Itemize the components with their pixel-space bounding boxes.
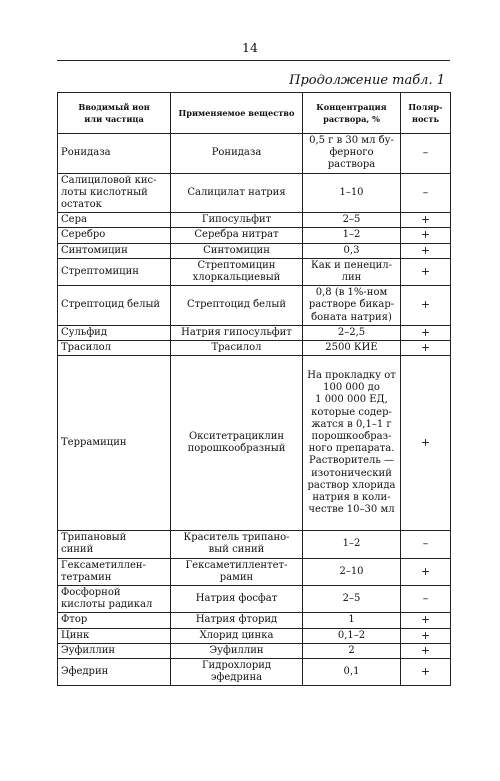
- ion-cell: Серебро: [58, 228, 171, 243]
- table-row: [58, 258, 451, 285]
- polarity-cell: –: [401, 134, 451, 174]
- table-row: [58, 286, 451, 326]
- concentration-cell: 1–2: [303, 228, 401, 243]
- concentration-cell: 0,1–2: [303, 628, 401, 643]
- concentration-cell: 0,1: [303, 659, 401, 686]
- substance-cell: Краситель трипано- вый синий: [171, 531, 303, 558]
- concentration-cell: 1–2: [303, 531, 401, 558]
- polarity-cell: +: [401, 341, 451, 356]
- data-table: [57, 92, 451, 686]
- polarity-cell: +: [401, 558, 451, 585]
- table-row: [58, 613, 451, 628]
- substance-cell: Гидрохлорид эфедрина: [171, 659, 303, 686]
- polarity-cell: +: [401, 356, 451, 531]
- concentration-cell: 2500 КИЕ: [303, 341, 401, 356]
- table-row: [58, 228, 451, 243]
- header-polarity: Поляр- ность: [401, 93, 451, 134]
- ion-cell: Сульфид: [58, 325, 171, 340]
- table-body: [58, 134, 451, 686]
- table-row: [58, 243, 451, 258]
- concentration-cell: 2–10: [303, 558, 401, 585]
- table-row: [58, 325, 451, 340]
- ion-cell: Сера: [58, 213, 171, 228]
- ion-cell: Стрептоцид белый: [58, 286, 171, 326]
- polarity-cell: +: [401, 628, 451, 643]
- polarity-cell: +: [401, 213, 451, 228]
- ion-cell: Стрептомицин: [58, 258, 171, 285]
- substance-cell: Трасилол: [171, 341, 303, 356]
- substance-cell: Серебра нитрат: [171, 228, 303, 243]
- ion-cell: Гексаметиллен- тетрамин: [58, 558, 171, 585]
- polarity-cell: +: [401, 258, 451, 285]
- table-row: [58, 659, 451, 686]
- polarity-cell: –: [401, 531, 451, 558]
- ion-cell: Цинк: [58, 628, 171, 643]
- ion-cell: Фосфорной кислоты радикал: [58, 586, 171, 613]
- concentration-cell: Как и пенецил- лин: [303, 258, 401, 285]
- polarity-cell: +: [401, 613, 451, 628]
- table-row: [58, 134, 451, 174]
- table-caption: Продолжение табл. 1: [289, 73, 445, 88]
- concentration-cell: 1–10: [303, 173, 401, 213]
- polarity-cell: –: [401, 173, 451, 213]
- table-row: [58, 341, 451, 356]
- concentration-cell: 2–5: [303, 586, 401, 613]
- polarity-cell: +: [401, 659, 451, 686]
- concentration-cell: 2–2,5: [303, 325, 401, 340]
- ion-cell: Салициловой кис- лоты кислотный остаток: [58, 173, 171, 213]
- ion-cell: Эфедрин: [58, 659, 171, 686]
- polarity-cell: –: [401, 586, 451, 613]
- polarity-cell: +: [401, 325, 451, 340]
- substance-cell: Натрия гипосульфит: [171, 325, 303, 340]
- substance-cell: Ронидаза: [171, 134, 303, 174]
- substance-cell: Натрия фторид: [171, 613, 303, 628]
- table-row: [58, 628, 451, 643]
- substance-cell: Натрия фосфат: [171, 586, 303, 613]
- substance-cell: Хлорид цинка: [171, 628, 303, 643]
- substance-cell: Гексаметиллентет- рамин: [171, 558, 303, 585]
- table-row: [58, 643, 451, 658]
- substance-cell: Эуфиллин: [171, 643, 303, 658]
- ion-cell: Трасилол: [58, 341, 171, 356]
- table-row: [58, 173, 451, 213]
- concentration-cell: 1: [303, 613, 401, 628]
- table-header-row: [58, 93, 451, 134]
- header-rule: [57, 60, 450, 61]
- page-number: 14: [242, 40, 258, 55]
- concentration-cell: 0,3: [303, 243, 401, 258]
- header-ion: Вводимый ион или частица: [58, 93, 171, 134]
- concentration-cell: 0,8 (в 1%-ном растворе бикар- боната натрия): [303, 286, 401, 326]
- table-row: [58, 586, 451, 613]
- header-concentration: Концентрация раствора, %: [303, 93, 401, 134]
- substance-cell: Синтомицин: [171, 243, 303, 258]
- polarity-cell: +: [401, 643, 451, 658]
- substance-cell: Стрептомицин хлоркальциевый: [171, 258, 303, 285]
- concentration-cell: 0,5 г в 30 мл бу- ферного раствора: [303, 134, 401, 174]
- polarity-cell: +: [401, 286, 451, 326]
- table-row: [58, 213, 451, 228]
- polarity-cell: +: [401, 228, 451, 243]
- ion-cell: Террамицин: [58, 356, 171, 531]
- polarity-cell: +: [401, 243, 451, 258]
- substance-cell: Салицилат натрия: [171, 173, 303, 213]
- concentration-cell: 2: [303, 643, 401, 658]
- ion-cell: Фтор: [58, 613, 171, 628]
- substance-cell: Окситетрациклин порошкообразный: [171, 356, 303, 531]
- ion-cell: Эуфиллин: [58, 643, 171, 658]
- table-row: [58, 356, 451, 531]
- concentration-cell: 2–5: [303, 213, 401, 228]
- ion-cell: Ронидаза: [58, 134, 171, 174]
- ion-cell: Трипановый синий: [58, 531, 171, 558]
- table-row: [58, 558, 451, 585]
- substance-cell: Стрептоцид белый: [171, 286, 303, 326]
- table-row: [58, 531, 451, 558]
- concentration-cell: На прокладку от 100 000 до 1 000 000 ЕД, которые содер- жатся в 0,1–1 г порошкообраз- ного препарата. Растворитель — изотонический раствор хлорида натрия в коли- честве 10–30 мл: [303, 356, 401, 531]
- substance-cell: Гипосульфит: [171, 213, 303, 228]
- header-substance: Применяемое вещество: [171, 93, 303, 134]
- ion-cell: Синтомицин: [58, 243, 171, 258]
